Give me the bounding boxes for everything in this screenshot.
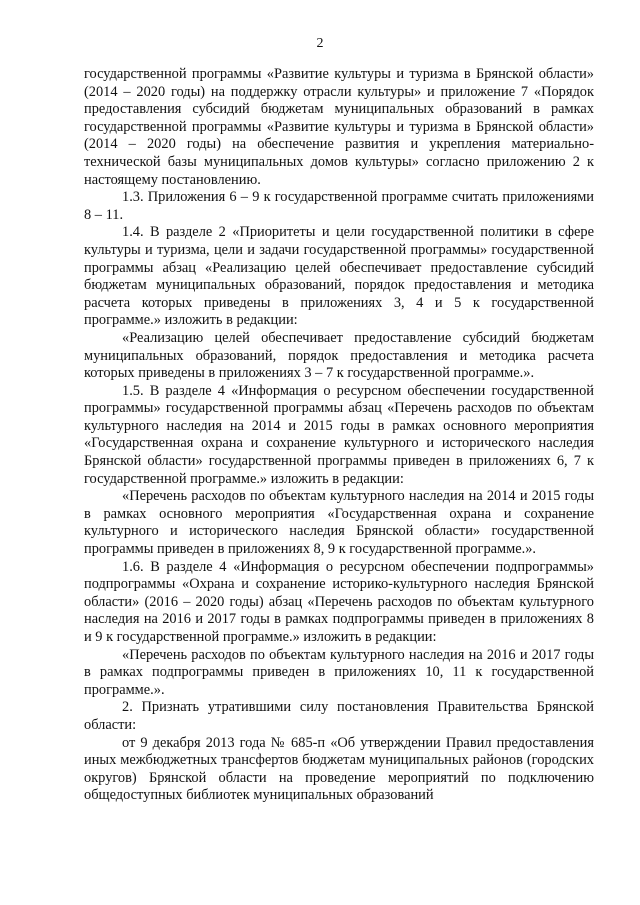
paragraph-1-4-quote: «Реализацию целей обеспечивает предоставление субсидий бюджетам муниципальных образований, порядок предоставления и методика расчета которых приведены в приложениях 3 – 7 к государственной программе.». bbox=[84, 329, 594, 382]
paragraph-1-5: 1.5. В разделе 4 «Информация о ресурсном обеспечении государственной программы» государственной программы абзац «Перечень расходов по объектам культурного наследия на 2014 и 2015 годы в рамках основного мероприятия «Государственная охрана и сохранение культурного и исторического наследия Брянской области» государственной программы приведен в приложениях 6, 7 к государственной программе.» изложить в редакции: bbox=[84, 382, 594, 487]
paragraph-appendix-7-continuation: государственной программы «Развитие культуры и туризма в Брянской области» (2014 – 2020 годы) на поддержку отрасли культуры» и приложение 7 «Порядок предоставления субсидий бюджетам муниципальных образований в рамках государственной программы «Развитие культуры и туризма в Брянской области» (2014 – 2020 годы) на обеспечение развития и укрепления материально-технической базы муниципальных домов культуры» согласно приложению 2 к настоящему постановлению. bbox=[84, 66, 594, 188]
page-number: 2 bbox=[316, 36, 324, 51]
paragraph-2-item-1: от 9 декабря 2013 года № 685-п «Об утверждении Правил предоставления иных межбюджетных трансфертов бюджетам муниципальных районов (городских округов) Брянской области на проведение мероприятий по подключению общедоступных библиотек муниципальных образований bbox=[84, 734, 594, 804]
paragraph-2: 2. Признать утратившими силу постановления Правительства Брянской области: bbox=[84, 699, 594, 733]
document-body bbox=[84, 66, 594, 805]
paragraph-1-6-quote: «Перечень расходов по объектам культурного наследия на 2016 и 2017 годы в рамках подпрограммы приведен в приложениях 10, 11 к государственной программе.». bbox=[84, 646, 594, 698]
paragraph-1-5-quote: «Перечень расходов по объектам культурного наследия на 2014 и 2015 годы в рамках основного мероприятия «Государственная охрана и сохранение культурного и исторического наследия Брянской области» государственной программы приведен в приложениях 8, 9 к государственной программе.». bbox=[84, 488, 594, 558]
paragraph-1-3: 1.3. Приложения 6 – 9 к государственной программе считать приложениями 8 – 11. bbox=[84, 189, 594, 223]
paragraph-1-4: 1.4. В разделе 2 «Приоритеты и цели государственной политики в сфере культуры и туризма, цели и задачи государственной программы» государственной программы абзац «Реализацию целей обеспечивает предоставление субсидий бюджетам муниципальных образований, порядок предоставления и методика расчета которых приведены в приложениях 3, 4 и 5 к государственной программе.» изложить в редакции: bbox=[84, 224, 594, 329]
paragraph-1-6: 1.6. В разделе 4 «Информация о ресурсном обеспечении подпрограммы» подпрограммы «Охрана и сохранение историко-культурного наследия Брянской области» (2016 – 2020 годы) абзац «Перечень расходов по объектам культурного наследия на 2016 и 2017 годы в рамках подпрограммы приведен в приложениях 8 и 9 к государственной программе.» изложить в редакции: bbox=[84, 558, 594, 645]
